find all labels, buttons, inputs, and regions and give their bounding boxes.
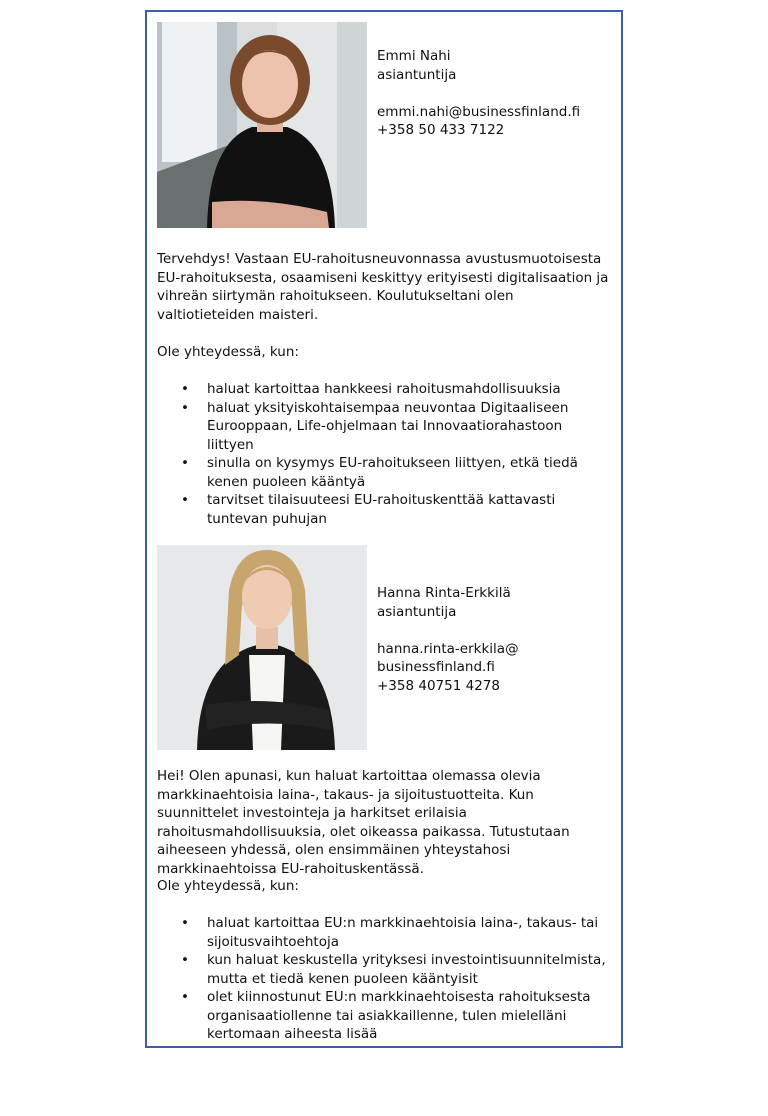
contact-title: asiantuntija xyxy=(377,603,457,620)
hanna-rinta-erkkila-intro: Hei! Olen apunasi, kun haluat kartoittaa olemassa olevia markkinaehtoisia laina-, takaus- ja sijoitustuotteita. Kun suunnittelet investointeja ja harkitset erilaisia rahoitusmahdollisuuksia, olet oikeassa paikassa. Tutustutaan aiheeseen yhdessä, olen ensimmäinen yhteystahosi markkinaehtoissa EU-rahoituskentässä. xyxy=(157,768,570,877)
contact-title: asiantuntija xyxy=(377,66,457,83)
hanna-rinta-erkkila-contact xyxy=(377,584,612,695)
list-item: • olet kiinnostunut EU:n markkinaehtoisesta rahoituksesta organisaatiollenne tai asiakkaillenne, tulen mielelläni kertomaan aiheesta lisää xyxy=(157,988,612,1044)
contact-phone[interactable]: +358 40751 4278 xyxy=(377,677,500,694)
contact-email[interactable]: emmi.nahi@businessfinland.fi xyxy=(377,103,581,120)
contact-phone[interactable]: +358 50 433 7122 xyxy=(377,122,505,138)
list-item: • haluat kartoittaa EU:n markkinaehtoisia laina-, takaus- tai sijoitusvaihtoehtoja xyxy=(157,914,612,951)
list-item: • haluat yksityiskohtaisempaa neuvontaa Digitaaliseen Eurooppaan, Life-ohjelmaan tai Innovaatiorahastoon liittyen xyxy=(157,399,612,455)
contact-email-line2[interactable]: businessfinland.fi xyxy=(377,659,495,675)
contact-name: Emmi Nahi xyxy=(377,48,451,64)
emmi-nahi-contact-prompt: Ole yhteydessä, kun: xyxy=(157,344,299,360)
emmi-nahi-contact xyxy=(377,47,612,140)
contact-email-line1[interactable]: hanna.rinta-erkkila@ xyxy=(377,640,519,657)
hanna-rinta-erkkila-photo xyxy=(157,545,367,750)
list-item: • tarvitset tilaisuuteesi EU-rahoituskenttää kattavasti tuntevan puhujan xyxy=(157,491,612,528)
hanna-rinta-erkkila-contact-prompt: Ole yhteydessä, kun: xyxy=(157,878,299,894)
emmi-nahi-photo xyxy=(157,22,367,228)
contact-name: Hanna Rinta-Erkkilä xyxy=(377,585,511,601)
hanna-rinta-erkkila-bullet-list xyxy=(157,914,612,1044)
list-item: • haluat kartoittaa hankkeesi rahoitusmahdollisuuksia xyxy=(157,380,612,399)
emmi-nahi-bullet-list xyxy=(157,380,612,528)
list-item: • sinulla on kysymys EU-rahoitukseen liittyen, etkä tiedä kenen puoleen kääntyä xyxy=(157,454,612,491)
list-item: • kun haluat keskustella yrityksesi investointisuunnitelmista, mutta et tiedä kenen puoleen kääntyisit xyxy=(157,951,612,988)
emmi-nahi-intro: Tervehdys! Vastaan EU-rahoitusneuvonnassa avustusmuotoisesta EU-rahoituksesta, osaamiseni keskittyy erityisesti digitalisaation ja vihreän siirtymän rahoitukseen. Koulutukseltani olen valtiotieteiden maisteri. xyxy=(157,251,609,323)
